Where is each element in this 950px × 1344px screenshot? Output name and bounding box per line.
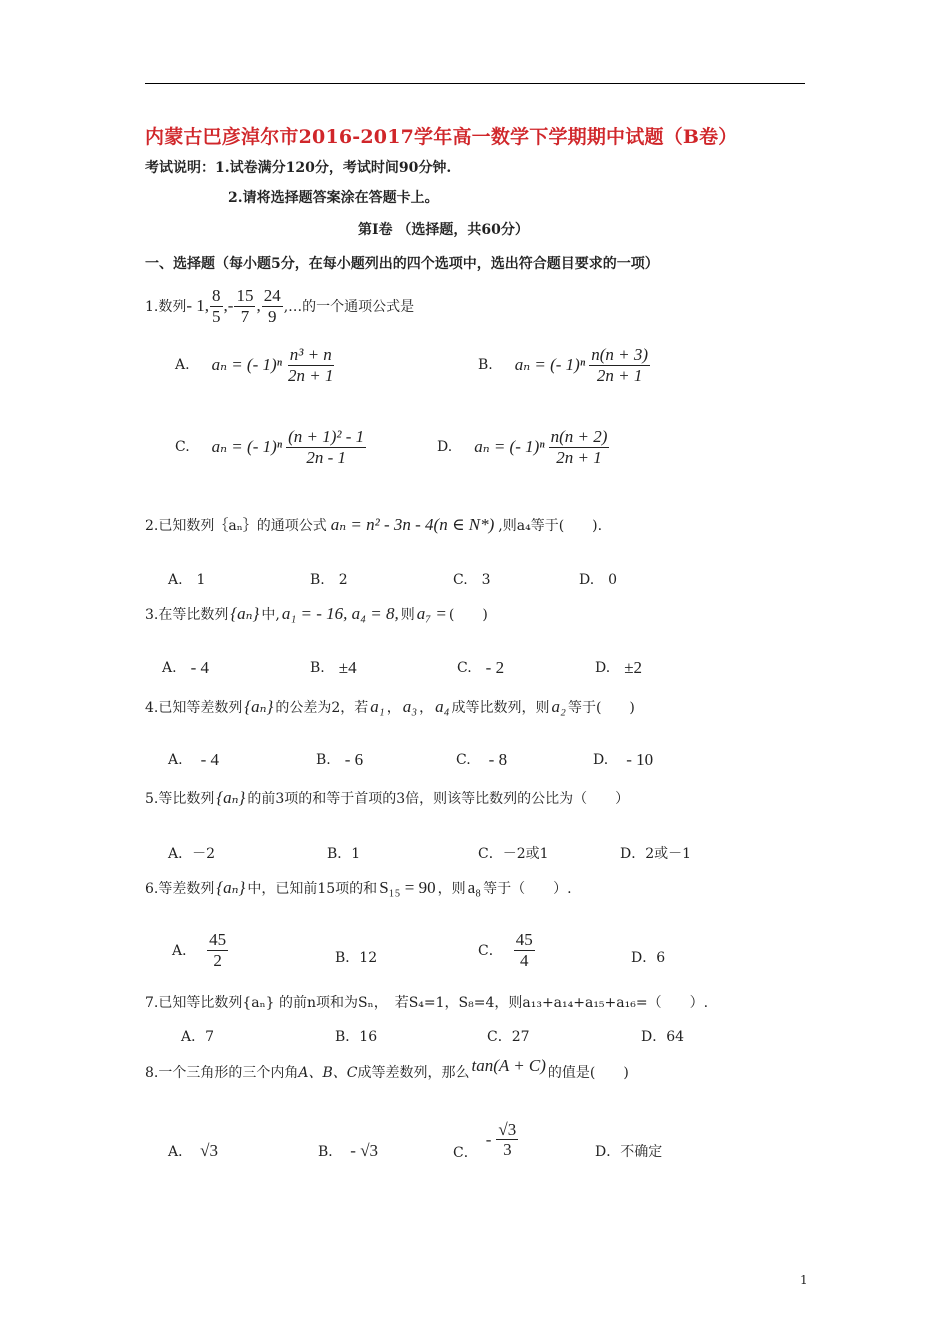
- q6-option-d: D．6: [631, 950, 666, 966]
- q1-prefix: 1.数列: [145, 299, 187, 316]
- q5-option-b: B．1: [327, 846, 361, 862]
- q1-option-d: D. aₙ = (- 1)ⁿ $\frac{n(n + 2)}{2n + 1}$: [437, 427, 608, 467]
- q5-option-d: D．2或－1: [620, 846, 692, 862]
- q2-option-c: C. 3: [453, 572, 491, 588]
- q7-option-b: B．16: [335, 1029, 378, 1045]
- q2-option-a: A. 1: [168, 572, 206, 588]
- q6-option-a: A． $\frac{45}{2}$: [172, 930, 227, 970]
- q1-suffix: ,…的一个通项公式是: [283, 299, 415, 316]
- question-5: 5.等比数列 {aₙ} 的前3项的和等于首项的3倍，则该等比数列的公比为（ ）: [145, 788, 630, 807]
- q3-option-b: B. ±4: [310, 658, 357, 677]
- q3-option-c: C. - 2: [457, 658, 505, 677]
- instructions-line-1: 考试说明：1.试卷满分120分，考试时间90分钟.: [145, 160, 452, 176]
- exam-title: 内蒙古巴彦淖尔市2016-2017学年高一数学下学期期中试题（B卷）: [145, 126, 738, 148]
- q5-option-a: A．－2: [168, 846, 216, 862]
- top-rule: [145, 83, 805, 84]
- question-4: 4.已知等差数列 {aₙ} 的公差为2，若 a₁ ， a₃ ， a₄ 成等比数列，则 a₂ 等于( ): [145, 697, 635, 716]
- q1-term-4: $\frac{24}{9}$: [263, 286, 281, 326]
- q4-option-a: A. - 4: [168, 750, 219, 769]
- q7-option-d: D．64: [641, 1029, 685, 1045]
- q8-option-c: C． - $\frac{√3}{3}$: [453, 1119, 517, 1161]
- section-heading: 一、选择题（每小题5分，在每小题列出的四个选项中，选出符合题目要求的一项）: [145, 256, 659, 272]
- q3-option-d: D. ±2: [595, 658, 643, 677]
- q2-option-d: D. 0: [579, 572, 618, 588]
- instructions-line-2: 2.请将选择题答案涂在答题卡上。: [228, 190, 439, 206]
- q6-option-b: B．12: [335, 950, 378, 966]
- question-8: 8.一个三角形的三个内角 A、B、C 成等差数列，那么 tan(A + C) 的值是( ): [145, 1056, 629, 1081]
- q4-option-d: D. - 10: [593, 750, 654, 769]
- question-6: 6.等差数列 {aₙ} 中，已知前15项的和 S₁₅ = 90 ，则 a₈ 等于（ ）.: [145, 878, 572, 897]
- q1-term-1: - 1,: [186, 296, 210, 316]
- q1-option-b: B. aₙ = (- 1)ⁿ $\frac{n(n + 3)}{2n + 1}$: [478, 345, 648, 385]
- q4-option-c: C. - 8: [456, 750, 508, 769]
- q8-option-b: B． - √3: [318, 1141, 379, 1160]
- q1-option-a: A. aₙ = (- 1)ⁿ $\frac{\text{n³ + n}}{2n + 1}$: [175, 345, 334, 385]
- part-heading: 第Ⅰ卷 （选择题，共60分）: [358, 222, 529, 238]
- page-number: 1: [800, 1273, 808, 1287]
- q6-option-c: C． $\frac{45}{4}$: [478, 930, 533, 970]
- q5-option-c: C．－2或1: [478, 846, 549, 862]
- question-2: 2.已知数列｛aₙ｝的通项公式 aₙ = n² - 3n - 4(n ∈ N*) ,则a₄等于( ).: [145, 515, 603, 534]
- q1-option-c: C. aₙ = (- 1)ⁿ $\frac{\text{(n + 1)² - 1}}{2n - 1}$: [175, 427, 365, 467]
- q1-term-3: $\frac{15}{7}$: [236, 286, 254, 326]
- q2-option-b: B. 2: [310, 572, 348, 588]
- q3-option-a: A. - 4: [162, 658, 209, 677]
- question-3: 3.在等比数列 {aₙ} 中, a₁ = - 16, a₄ = 8, 则 a₇ = ( ): [145, 604, 488, 623]
- q8-option-d: D．不确定: [595, 1144, 663, 1160]
- q8-option-a: A． √3: [168, 1141, 218, 1160]
- q7-option-a: A．7: [181, 1029, 215, 1045]
- q7-option-c: C．27: [487, 1029, 530, 1045]
- q4-option-b: B. - 6: [316, 750, 364, 769]
- q1-term-2: $\frac{8}{5}$: [212, 286, 221, 326]
- question-7: 7.已知等比数列{aₙ} 的前n项和为Sₙ， 若S₄=1，S₈=4，则a₁₃+a₁₄+a₁₅+a₁₆=（ ）.: [145, 995, 709, 1011]
- question-1: 1.数列 - 1, $\frac{8}{5}$ ,- $\frac{15}{7}$ , $\frac{24}{9}$ ,…的一个通项公式是: [145, 286, 415, 326]
